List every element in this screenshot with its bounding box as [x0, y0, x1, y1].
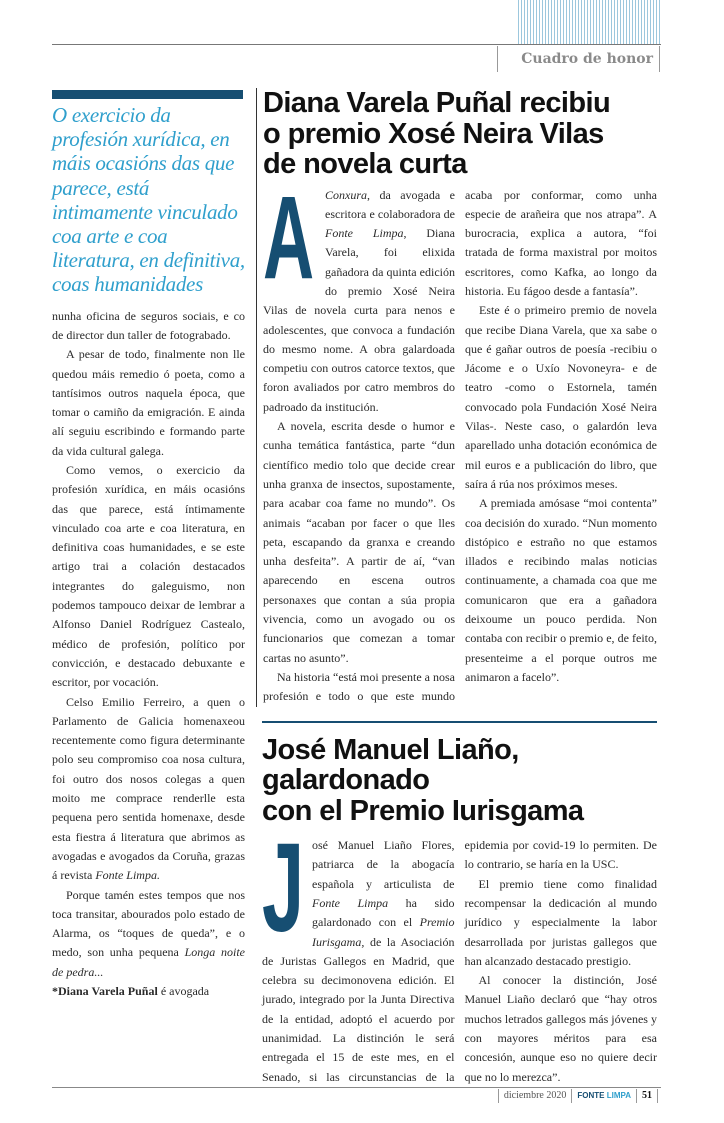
page-number: 51: [636, 1089, 658, 1103]
article1: [256, 88, 657, 707]
paragraph: A novela, escrita desde o humor e cunha temática fantástica, parte “dun científico medio tolo que decide crear unha granxa de insectos, supostamente, para acabar coa fame no mundo”. Os animais “acaban por facer o que lles peta, escapando da granxa e creando unha desfeita”. A partir de aí, “van aparecendo en escena outros personaxes que contan a súa propia vivencia, como un avogado ou os funcionarios que comezan a tomar cartas no asunto”.: [263, 419, 455, 665]
pullquote: O exercicio da profesión xurídica, en máis ocasións das que parece, está intimamente vinculado coa arte e coa literatura, en definitiva, coas humanidades: [52, 103, 245, 297]
footer-brand: FONTE LIMPA: [571, 1089, 636, 1103]
paragraph: A pesar de todo, finalmente non lle quedou máis remedio ó poeta, como a tantísimos outros naquela época, que tomar o camiño da emigración. E ainda alí seguiu escribindo e formando parte da vida cultural galega.: [52, 347, 245, 458]
footer-rule: [52, 1087, 661, 1123]
article1-title: Diana Varela Puñal recibiu o premio Xosé Neira Vilas de novela curta: [263, 87, 611, 180]
lead-paragraph: José Manuel Liaño Flores, patriarca de la abogacía española y articulista de Fonte Limpa ha sido galardonado con el Premio Iurisgama, de la Asociación de Juristas Gallegos en Madrid, que celebra su decimonovena edición. El jurado, integrado por la Junta Directiva de la entidad, adoptó el acuerdo por unanimidad. La distinción le será entregada el 15 de este mes, en el Senado, si las circunstancias de la epidemia por covid-19 lo permiten. De lo contrario, se haría en la USC.: [262, 817, 657, 1084]
paragraph: Al conocer la distinción, José Manuel Liaño declaró que “hay otros muchos letrados gallegos más jóvenes y con mayores méritos para esa concesión, aunque eso no quiere decir que no lo merezca”.: [464, 973, 657, 1084]
signature: *Diana Varela Puñal é avogada: [52, 984, 210, 999]
article2: [256, 735, 657, 1087]
lead-paragraph: A Conxura, da avogada e escritora e colaboradora de Fonte Limpa, Diana Varela, foi elixida gañadora da quinta edición do premio Xosé Neira Vilas de novela curta para nenos e adolescentes, que convoca a fundación do mesmo nome. A obra galardoada competiu con outros catorce textos, que foron avaliados por catro membros do padroado da institución.: [263, 171, 455, 414]
pullquote-bar: [52, 90, 243, 99]
right-area: [256, 88, 657, 1087]
footer-date: diciembre 2020: [498, 1089, 571, 1103]
main-content: [52, 88, 657, 1087]
paragraph: El premio tiene como finalidad recompensar la dedicación al mundo jurídico y especialmente la labor desarrollada por juristas gallegos que han alcanzado destacado prestigio.: [464, 876, 657, 968]
article2-body: [262, 817, 657, 1087]
paragraph: A premiada amósase “moi contenta” coa decisión do xurado. “Nun momento distópico e estraño no que estamos illados e recibindo malas noticias continuamente, a chamada coa que me comunicaron que era a gañadora deixoume un pouco perdida. Non contaba con recibir o premio e, de feito, presenteime a el porque outros me animaron a facelo”.: [465, 496, 657, 684]
article2-title: José Manuel Liaño, galardonado con el Premio Iurisgama: [262, 733, 584, 827]
paragraph: Na historia “está moi presente a nosa profesión e todo o que este mundo acaba por conformar, como unha especie de arañeira que nos atrapa”. A burocracia, explica a autora, “foi tratada de forma maxistral por moitos escritores, como Kafka, ao longo da historia. Eu fágoo desde a fantasía”.: [263, 187, 657, 704]
article-divider: [262, 721, 657, 723]
paragraph: Celso Emilio Ferreiro, a quen o Parlamento de Galicia homenaxeou recentemente como figura determinante polo seu compromiso coa nosa cultura, foi outro dos nosos colegas a quen moito me comprace renderlle esta pequena pero sentida homenaxe, desde esta fiestra á literatura que abrimos as avogadas e avogados da Coruña, grazas á revista Fonte Limpa.: [52, 694, 245, 883]
paragraph: Porque tamén estes tempos que nos toca transitar, abourados polo estado de Alarma, os “toques de queda”, e o medo, son unha pequena Longa noite de pedra...: [52, 887, 245, 979]
paragraph: Como vemos, o exercicio da profesión xurídica, en máis ocasións das que parece, está íntimamente vinculado coa arte e coa literatura, en definitiva coas humanidades, e se este artigo trai a colación destacados integrantes do galeguismo, non podemos tampouco deixar de lembrar a Alfonso Daniel Rodríguez Castealo, médico de profesión, político por convicción, e destacado debuxante e escritor, por vocación.: [52, 463, 245, 690]
drop-cap: A: [263, 171, 315, 304]
left-column: [52, 90, 245, 1001]
paragraph: Este é o primeiro premio de novela que recibe Diana Varela, que xa sabe o que é gañar outros de poesía -recibiu o Jácome e o Uxío Novoneyra- e de teatro -como o Estornela, tamén convocado pola Fundación Xosé Neira Vilas-. Neste caso, o galardón leva aparellado unha dotación económica de mil euros e a publicación do libro, que saíra á rúa nos próximos meses.: [465, 303, 657, 491]
footer: [498, 1089, 658, 1103]
article1-body: [263, 171, 657, 707]
drop-cap: J: [262, 817, 305, 959]
left-column-text: [52, 307, 245, 1002]
paragraph: nunha oficina de seguros sociais, e co de director dun taller de fotograbado.: [52, 308, 245, 342]
section-label: Cuadro de honor: [497, 46, 660, 72]
